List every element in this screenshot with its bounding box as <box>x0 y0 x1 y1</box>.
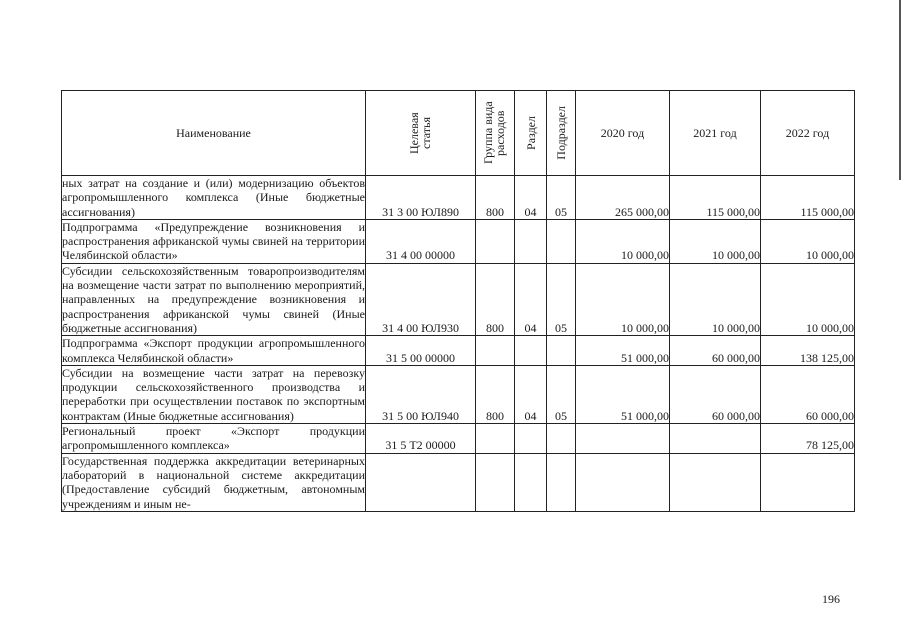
row-2022: 60 000,00 <box>761 365 855 423</box>
row-name: Субсидии на возмещение части затрат на перевозку продукции сельскохозяйственного производства и переработки при осуществлении поставок по экспортным контрактам (Иные бюджетные ассигнования) <box>62 365 365 423</box>
row-target-article: 31 4 00 00000 <box>366 219 476 263</box>
row-expense-group: 800 <box>476 263 515 335</box>
page-edge-line <box>899 0 901 180</box>
row-2021: 60 000,00 <box>670 365 761 423</box>
row-subsection <box>547 336 576 366</box>
row-2022: 78 125,00 <box>761 424 855 454</box>
row-section <box>515 336 547 366</box>
table-row <box>62 365 855 423</box>
header-2020: 2020 год <box>576 91 670 176</box>
header-expense-group: Группа вида расходов <box>476 91 515 176</box>
row-2020: 10 000,00 <box>576 219 670 263</box>
table-row <box>62 219 855 263</box>
row-2021 <box>670 453 761 511</box>
row-subsection <box>547 219 576 263</box>
row-target-article: 31 5 00 ЮЛ940 <box>366 365 476 423</box>
row-2022: 115 000,00 <box>761 176 855 220</box>
row-expense-group: 800 <box>476 365 515 423</box>
table-row <box>62 176 855 220</box>
table-row <box>62 263 855 335</box>
row-section: 04 <box>515 365 547 423</box>
row-name: Подпрограмма «Экспорт продукции агропромышленного комплекса Челябинской области» <box>62 336 365 365</box>
row-target-article: 31 3 00 ЮЛ890 <box>366 176 476 220</box>
row-2022: 10 000,00 <box>761 263 855 335</box>
header-2021: 2021 год <box>670 91 761 176</box>
row-section <box>515 219 547 263</box>
row-section: 04 <box>515 263 547 335</box>
table-row <box>62 453 855 511</box>
row-target-article: 31 5 Т2 00000 <box>366 424 476 454</box>
row-section <box>515 453 547 511</box>
row-2022 <box>761 453 855 511</box>
table-row <box>62 336 855 366</box>
table-header-row <box>62 91 855 176</box>
row-target-article <box>366 453 476 511</box>
row-2020: 51 000,00 <box>576 365 670 423</box>
row-section: 04 <box>515 176 547 220</box>
row-name: Региональный проект «Экспорт продукции агропромышленного комплекса» <box>62 424 365 453</box>
row-target-article: 31 5 00 00000 <box>366 336 476 366</box>
row-expense-group <box>476 453 515 511</box>
row-2020: 265 000,00 <box>576 176 670 220</box>
row-2021: 10 000,00 <box>670 219 761 263</box>
header-subsection: Подраздел <box>547 91 576 176</box>
row-subsection: 05 <box>547 176 576 220</box>
row-2020 <box>576 424 670 454</box>
row-2021: 115 000,00 <box>670 176 761 220</box>
table-row <box>62 424 855 454</box>
page-number: 196 <box>822 592 840 606</box>
row-2020 <box>576 453 670 511</box>
row-expense-group: 800 <box>476 176 515 220</box>
header-2022: 2022 год <box>761 91 855 176</box>
header-section: Раздел <box>515 91 547 176</box>
row-section <box>515 424 547 454</box>
row-expense-group <box>476 336 515 366</box>
row-subsection: 05 <box>547 365 576 423</box>
row-2021 <box>670 424 761 454</box>
budget-table <box>61 90 855 512</box>
row-target-article: 31 4 00 ЮЛ930 <box>366 263 476 335</box>
row-subsection: 05 <box>547 263 576 335</box>
row-name: Подпрограмма «Предупреждение возникновения и распространения африканской чумы свиней на территории Челябинской области» <box>62 219 365 263</box>
row-name: Государственная поддержка аккредитации ветеринарных лабораторий в национальной системе аккредитации (Предоставление субсидий бюджетным, автономным учреждениям и иным не- <box>62 453 365 511</box>
row-2021: 10 000,00 <box>670 263 761 335</box>
header-name: Наименование <box>62 91 366 176</box>
row-subsection <box>547 424 576 454</box>
row-2022: 138 125,00 <box>761 336 855 366</box>
row-expense-group <box>476 219 515 263</box>
row-2021: 60 000,00 <box>670 336 761 366</box>
row-name: ных затрат на создание и (или) модернизацию объектов агропромышленного комплекса (Иные бюджетные ассигнования) <box>62 176 365 219</box>
header-target-article: Целевая статья <box>366 91 476 176</box>
row-2022: 10 000,00 <box>761 219 855 263</box>
row-2020: 10 000,00 <box>576 263 670 335</box>
row-2020: 51 000,00 <box>576 336 670 366</box>
row-name: Субсидии сельскохозяйственным товаропроизводителям на возмещение части затрат по выполнению мероприятий, направленных на предупреждение возникновения и распространения африканской чумы свиней (Иные бюджетные ассигнования) <box>62 263 365 335</box>
row-expense-group <box>476 424 515 454</box>
row-subsection <box>547 453 576 511</box>
